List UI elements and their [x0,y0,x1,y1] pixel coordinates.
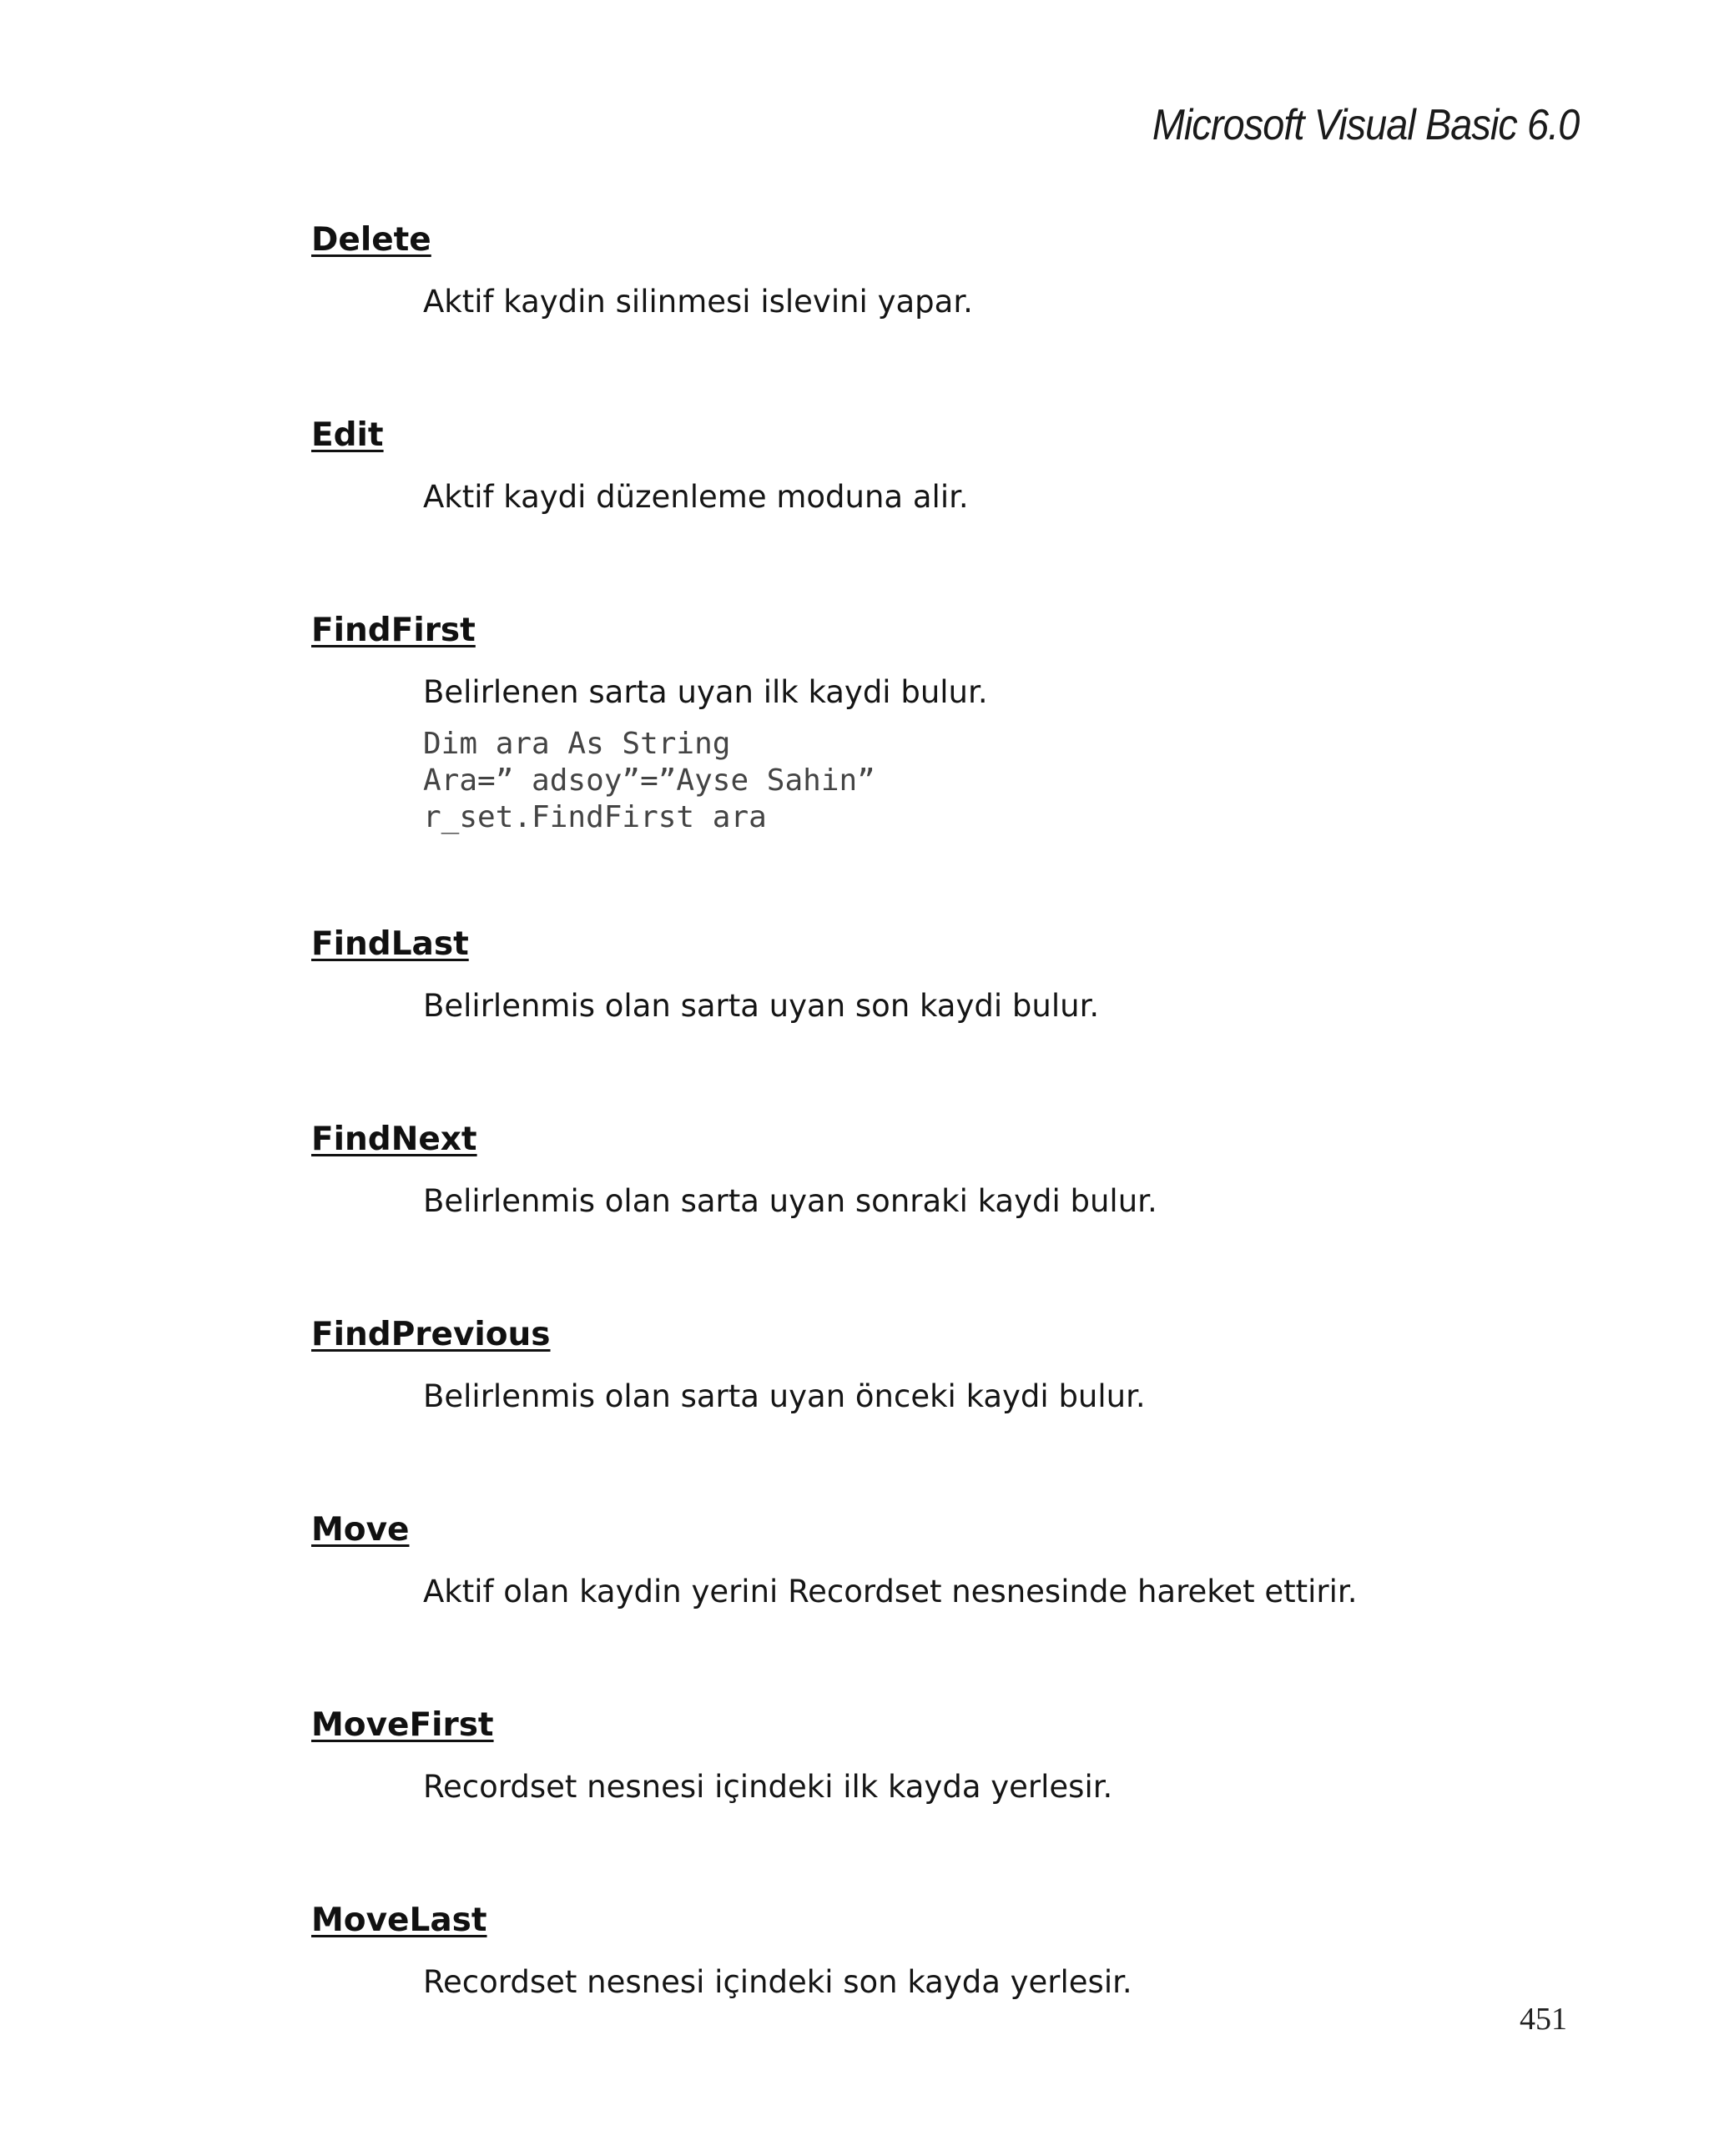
method-entry-movefirst [311,1700,1563,1812]
method-entry-edit [311,411,1563,522]
method-entry-findnext [311,1115,1563,1227]
method-term: MoveLast [311,1902,487,1939]
method-term: Delete [311,221,431,259]
method-entry-movelast [311,1896,1563,2007]
code-line: Dim ara As String [423,727,731,761]
method-term: FindFirst [311,612,476,649]
method-entry-findlast [311,919,1563,1031]
method-term: FindPrevious [311,1316,551,1353]
method-entry-delete [311,215,1563,327]
method-description: Belirlenen sarta uyan ilk kaydi bulur. [423,674,988,710]
method-entry-findprevious [311,1310,1563,1422]
method-description: Belirlenmis olan sarta uyan son kaydi bulur. [423,988,1100,1024]
code-sample [423,726,1563,836]
method-term: FindNext [311,1121,477,1158]
method-description: Belirlenmis olan sarta uyan önceki kaydi bulur. [423,1378,1146,1414]
page-number: 451 [1520,2002,1567,2037]
method-term: MoveFirst [311,1706,494,1744]
method-description: Aktif olan kaydin yerini Recordset nesnesinde hareket ettirir. [423,1574,1358,1609]
code-line: Ara=” adsoy”=”Ayse Sahin” [423,763,875,798]
method-description: Aktif kaydin silinmesi islevini yapar. [423,284,973,320]
method-term: Edit [311,416,384,454]
method-description: Recordset nesnesi içindeki son kayda yerlesir. [423,1964,1132,2000]
running-header-title: Microsoft Visual Basic 6.0 [1152,101,1579,149]
method-description: Recordset nesnesi içindeki ilk kayda yerlesir. [423,1769,1113,1805]
method-list [311,215,1563,2007]
code-line: r_set.FindFirst ara [423,800,767,834]
method-term: FindLast [311,925,469,963]
method-description: Belirlenmis olan sarta uyan sonraki kaydi bulur. [423,1183,1157,1219]
method-entry-move [311,1505,1563,1617]
method-description: Aktif kaydi düzenleme moduna alir. [423,479,969,515]
method-term: Move [311,1511,410,1549]
method-entry-findfirst [311,606,1563,836]
